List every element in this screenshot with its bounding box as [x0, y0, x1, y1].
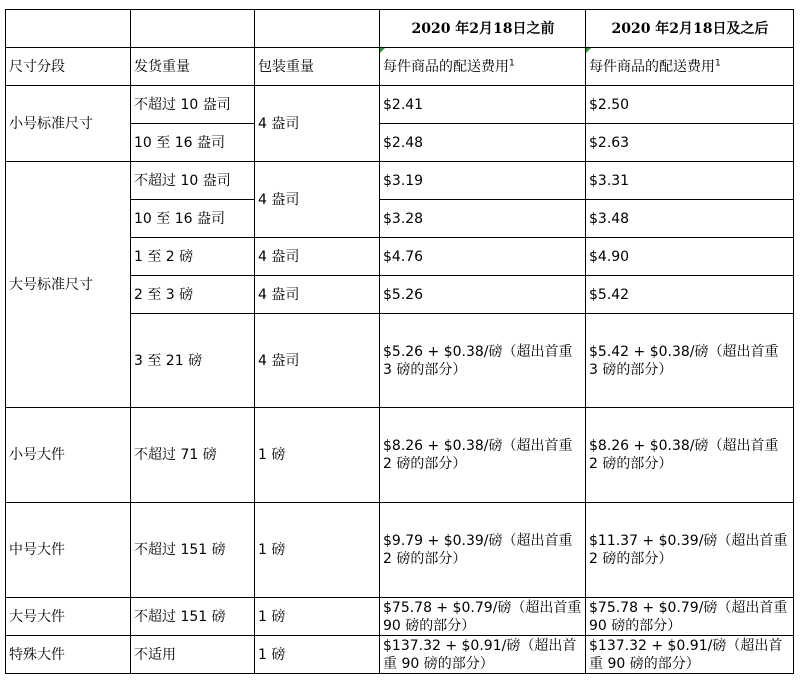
fee-before-cell: $2.48 — [380, 124, 586, 162]
fee-before-cell: $137.32 + $0.91/磅（超出首重 90 磅的部分） — [380, 636, 586, 674]
table-row — [6, 408, 794, 503]
tier-cell: 小号大件 — [6, 408, 131, 503]
ship-weight-cell: 不超过 10 盎司 — [131, 86, 255, 124]
fee-after-cell: $11.37 + $0.39/磅（超出首重 2 磅的部分） — [586, 503, 794, 598]
fee-after-cell: $75.78 + $0.79/磅（超出首重 90 磅的部分） — [586, 598, 794, 636]
pack-weight-cell: 1 磅 — [255, 636, 380, 674]
pack-weight-cell: 4 盎司 — [255, 238, 380, 276]
header-before: 2020 年2月18日之前 — [380, 10, 586, 48]
blank-header-cell — [255, 10, 380, 48]
tier-cell: 中号大件 — [6, 503, 131, 598]
fee-after-cell: $2.63 — [586, 124, 794, 162]
col-fee-before — [380, 48, 586, 86]
tier-large-standard: 大号标准尺寸 — [6, 162, 131, 408]
col-pack-weight: 包装重量 — [255, 48, 380, 86]
fee-after-cell: $5.42 — [586, 276, 794, 314]
ship-weight-cell: 不超过 10 盎司 — [131, 162, 255, 200]
blank-header-cell — [131, 10, 255, 48]
ship-weight-cell: 不超过 151 磅 — [131, 503, 255, 598]
pack-weight-cell: 1 磅 — [255, 408, 380, 503]
fee-after-cell: $4.90 — [586, 238, 794, 276]
ship-weight-cell: 不适用 — [131, 636, 255, 674]
comment-marker-icon — [586, 48, 591, 53]
col-size-tier: 尺寸分段 — [6, 48, 131, 86]
fee-before-cell: $75.78 + $0.79/磅（超出首重 90 磅的部分） — [380, 598, 586, 636]
fee-label: 每件商品的配送费用 — [589, 58, 715, 75]
fee-after-cell: $8.26 + $0.38/磅（超出首重 2 磅的部分） — [586, 408, 794, 503]
footnote-marker: 1 — [509, 57, 515, 68]
ship-weight-cell: 不超过 151 磅 — [131, 598, 255, 636]
ship-weight-cell: 3 至 21 磅 — [131, 314, 255, 408]
fee-after-cell: $2.50 — [586, 86, 794, 124]
fee-after-cell: $3.31 — [586, 162, 794, 200]
pack-weight-cell: 4 盎司 — [255, 162, 380, 238]
fee-before-cell: $9.79 + $0.39/磅（超出首重 2 磅的部分） — [380, 503, 586, 598]
fee-before-cell: $5.26 + $0.38/磅（超出首重 3 磅的部分） — [380, 314, 586, 408]
ship-weight-cell: 2 至 3 磅 — [131, 276, 255, 314]
fee-before-cell: $2.41 — [380, 86, 586, 124]
tier-small-standard: 小号标准尺寸 — [6, 86, 131, 162]
column-label-row — [6, 48, 794, 86]
ship-weight-cell: 1 至 2 磅 — [131, 238, 255, 276]
table-row — [6, 86, 794, 124]
ship-weight-cell: 不超过 71 磅 — [131, 408, 255, 503]
header-row — [6, 10, 794, 48]
comment-marker-icon — [380, 48, 385, 53]
tier-cell: 特殊大件 — [6, 636, 131, 674]
pack-weight-cell: 1 磅 — [255, 598, 380, 636]
table-row — [6, 636, 794, 674]
fee-before-cell: $3.28 — [380, 200, 586, 238]
col-ship-weight: 发货重量 — [131, 48, 255, 86]
fee-before-cell: $5.26 — [380, 276, 586, 314]
fee-before-cell: $8.26 + $0.38/磅（超出首重 2 磅的部分） — [380, 408, 586, 503]
fee-before-cell: $3.19 — [380, 162, 586, 200]
ship-weight-cell: 10 至 16 盎司 — [131, 124, 255, 162]
table-row — [6, 162, 794, 200]
pack-weight-cell: 4 盎司 — [255, 314, 380, 408]
blank-header-cell — [6, 10, 131, 48]
fee-before-cell: $4.76 — [380, 238, 586, 276]
fee-after-cell: $137.32 + $0.91/磅（超出首重 90 磅的部分） — [586, 636, 794, 674]
fee-after-cell: $3.48 — [586, 200, 794, 238]
ship-weight-cell: 10 至 16 盎司 — [131, 200, 255, 238]
table-row — [6, 598, 794, 636]
fee-label: 每件商品的配送费用 — [383, 58, 509, 75]
header-after: 2020 年2月18日及之后 — [586, 10, 794, 48]
tier-cell: 大号大件 — [6, 598, 131, 636]
pack-weight-cell: 1 磅 — [255, 503, 380, 598]
fee-table — [5, 9, 794, 674]
col-fee-after — [586, 48, 794, 86]
table-row — [6, 503, 794, 598]
pack-weight-cell: 4 盎司 — [255, 276, 380, 314]
footnote-marker: 1 — [715, 57, 721, 68]
fee-after-cell: $5.42 + $0.38/磅（超出首重 3 磅的部分） — [586, 314, 794, 408]
pack-weight-cell: 4 盎司 — [255, 86, 380, 162]
